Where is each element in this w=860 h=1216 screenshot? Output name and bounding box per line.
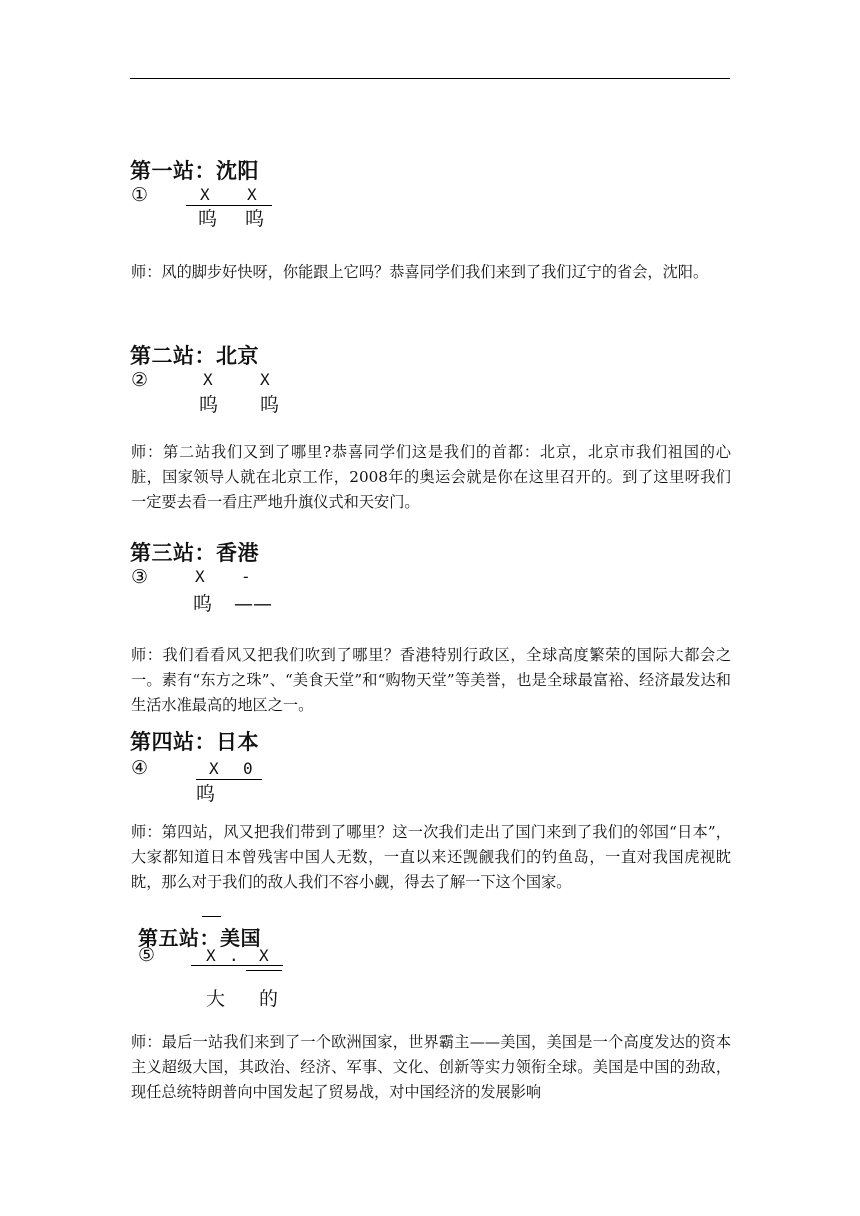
rhythm-underline bbox=[196, 779, 262, 780]
rhythm-beat: X bbox=[206, 946, 216, 965]
teacher-paragraph bbox=[131, 260, 731, 285]
rhythm-beat: X bbox=[195, 567, 205, 586]
rhythm-beat: - bbox=[241, 567, 251, 586]
circled-number: ② bbox=[131, 369, 149, 391]
lyric-word: 呜 bbox=[198, 208, 218, 230]
lyric-word: 呜 bbox=[260, 394, 280, 416]
paragraph-text: 师：第二站我们又到了哪里?恭喜同学们这是我们的首都：北京，北京市我们祖国的心脏，国家领导人就在北京工作，2008年的奥运会就是你在这里召开的。到了这里呀我们一定要去看一看庄严地升旗仪式和天安门。 bbox=[131, 443, 731, 511]
station-heading: 第一站：沈阳 bbox=[130, 159, 259, 183]
rhythm-beat: 0 bbox=[243, 759, 253, 778]
station-heading: 第四站：日本 bbox=[130, 730, 259, 754]
rhythm-beat: X bbox=[200, 185, 210, 204]
lyric-word: 的 bbox=[259, 988, 279, 1010]
rhythm-beat: X bbox=[259, 946, 269, 965]
lyric-word: —— bbox=[234, 593, 272, 615]
teacher-paragraph bbox=[131, 1030, 731, 1105]
rhythm-beat: X bbox=[260, 370, 270, 389]
circled-number: ⑤ bbox=[138, 944, 156, 966]
station-heading: 第三站：香港 bbox=[130, 541, 259, 565]
lyric-word: 大 bbox=[206, 988, 226, 1010]
paragraph-text: 师：第四站，风又把我们带到了哪里？这一次我们走出了国门来到了我们的邻国“日本”，大家都知道日本曾残害中国人无数，一直以来还觊觎我们的钓鱼岛，一直对我国虎视眈眈，那么对于我们的敌人我们不容小觑，得去了解一下这个国家。 bbox=[131, 823, 731, 891]
rhythm-underline-2 bbox=[246, 970, 282, 971]
rhythm-dot: . bbox=[229, 946, 239, 965]
rhythm-overline bbox=[202, 916, 221, 917]
lyric-word: 呜 bbox=[196, 783, 216, 805]
station-heading: 第五站：美国 bbox=[138, 926, 261, 950]
paragraph-text: 师：最后一站我们来到了一个欧洲国家，世界霸主——美国，美国是一个高度发达的资本主义超级大国，其政治、经济、军事、文化、创新等实力领衔全球。美国是中国的劲敌，现任总统特朗普向中国发起了贸易战，对中国经济的发展影响 bbox=[131, 1033, 731, 1101]
rhythm-beat: X bbox=[209, 759, 219, 778]
rhythm-beat: X bbox=[203, 370, 213, 389]
paragraph-text: 师：我们看看风又把我们吹到了哪里？香港特别行政区，全球高度繁荣的国际大都会之一。素有“东方之珠”、“美食天堂”和“购物天堂”等美誉，也是全球最富裕、经济最发达和生活水准最高的地区之一。 bbox=[131, 646, 731, 714]
rhythm-beat: X bbox=[247, 185, 257, 204]
station-heading: 第二站：北京 bbox=[130, 344, 259, 368]
lyric-word: 呜 bbox=[199, 394, 219, 416]
lyric-word: 呜 bbox=[245, 208, 265, 230]
circled-number: ③ bbox=[131, 566, 149, 588]
rhythm-underline bbox=[186, 205, 272, 206]
teacher-paragraph bbox=[131, 820, 731, 895]
header-rule bbox=[130, 78, 730, 79]
teacher-paragraph bbox=[131, 643, 731, 718]
lyric-word: 呜 bbox=[193, 593, 213, 615]
circled-number: ④ bbox=[131, 757, 149, 779]
paragraph-text: 师：风的脚步好快呀，你能跟上它吗？恭喜同学们我们来到了我们辽宁的省会，沈阳。 bbox=[131, 263, 709, 281]
teacher-paragraph bbox=[131, 440, 731, 515]
rhythm-underline bbox=[191, 965, 283, 966]
circled-number: ① bbox=[131, 184, 149, 206]
